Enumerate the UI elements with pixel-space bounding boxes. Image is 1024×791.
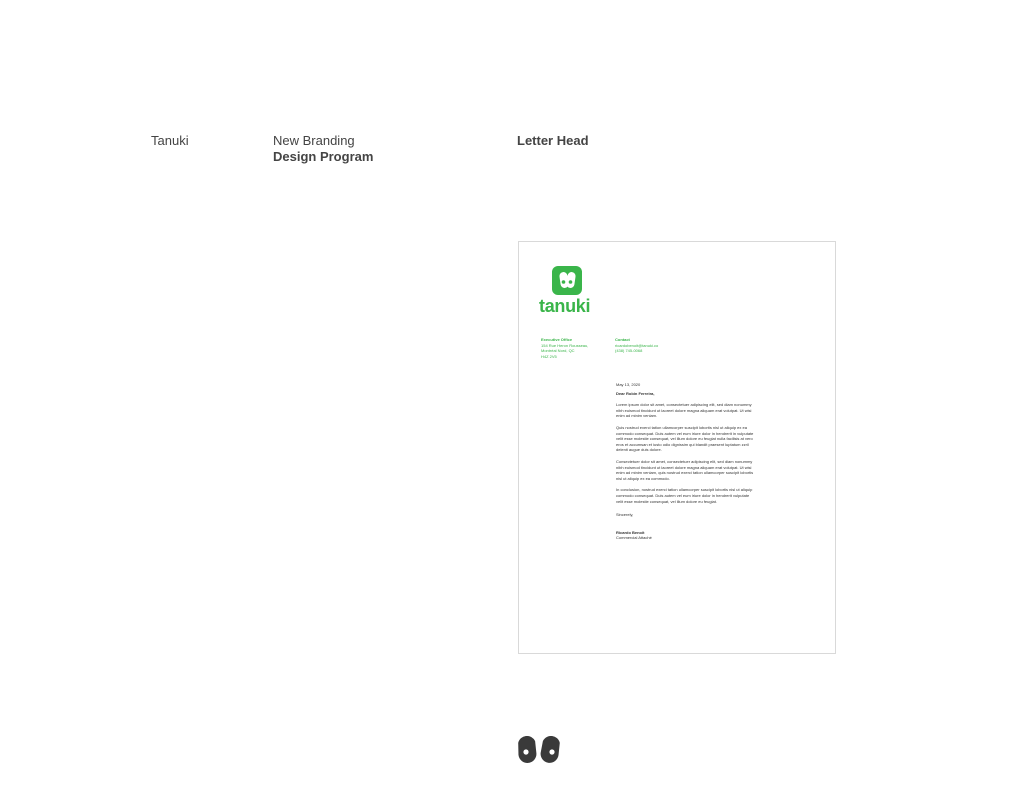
office-label: Executive Office [541,337,573,342]
letter-paragraph: Quis nostrud exerci tation ullamcorper suscipit lobortis nisl ut aliquip ex ea commodo consequat. Duis autem vel eum iriure dolor in hendrerit in vulputate velit esse molestie consequat, vel illum dolore eu feugiat nulla facilisis at vero eros et accumsan et iusto odio dignissim qui blandit praesent luptatum zzril delenit augue duis dolore. [616,424,754,453]
program-title-line2: Design Program [273,149,374,164]
signature-name: Ricardo Benoit [616,529,645,535]
letter-paragraph: Lorem ipsum dolor sit amet, consectetuer adipiscing elit, sed diam nonummy nibh euismod tincidunt ut laoreet dolore magna aliquam erat volutpat. Ut wisi enim ad minim veniam. [616,402,752,419]
office-line1: 154 Rue Heron Rousseau, [541,342,589,348]
signature-title: Commercial Attaché [616,535,652,541]
section-title: Letter Head [517,133,589,148]
letter-date: May 13, 2020 [616,382,641,387]
contact-email: ricardobenoit@tanuki.co [615,342,659,348]
office-line2: Montréal Nord, QC [541,348,575,354]
letter-paragraph: Consectetuer dolor sit amet, consectetuer adipiscing elit, sed diam nonummy nibh euismod tincidunt ut laoreet dolore magna aliquam erat volutpat. Ut wisi enim ad minim veniam, quis nostrud exerci tation ullamcorper suscipit lobortis nisl ut aliquip ex ea commodo. [616,458,754,481]
office-address [541,337,588,359]
tanuki-eyes-icon [517,736,562,763]
brand-name: Tanuki [151,133,189,148]
letter-paragraph: In conclusion, nostrud exerci tation ullamcorper suscipit lobortis nisl ut aliquip commodo consequat. Duis autem vel eum iriure dolor in hendrerit vulputate velit esse molestie consequat, vel illum dolore eu feugiat. [616,487,753,504]
office-line3: H4Z 2V5 [541,353,557,359]
tanuki-face-icon [552,266,582,295]
program-title [273,133,373,165]
letter-salutation: Dear Robin Ferreira, [616,390,655,396]
contact-info [615,337,658,354]
letter-closing: Sincerely, [616,512,634,518]
contact-phone: (438) 745-0068 [615,348,643,354]
logo-wordmark: tanuki [539,296,591,316]
contact-label: Contact [615,337,630,342]
letterhead-preview [518,241,836,654]
program-title-line1: New Branding [273,133,355,148]
letter-body [616,382,756,544]
